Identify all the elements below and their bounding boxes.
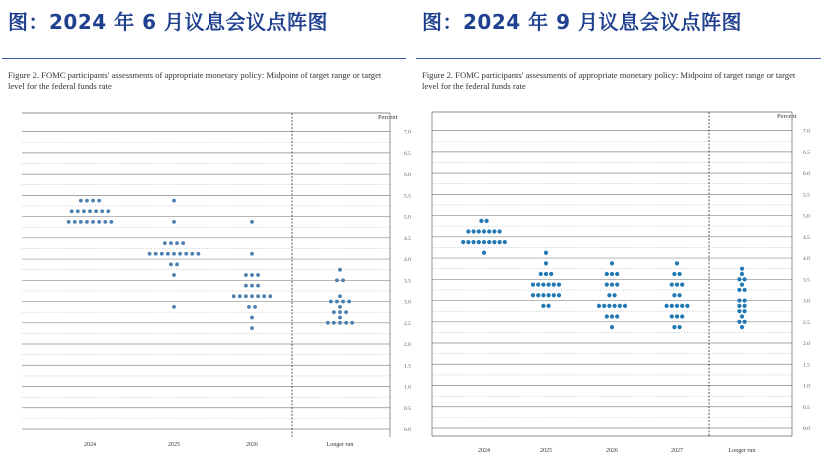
participant-dot [605,314,609,318]
participant-dot [477,240,481,244]
heading-divider [416,58,821,59]
y-tick-label: 5.5 [404,193,411,200]
y-tick-label: 0.5 [803,404,810,411]
participant-dot [743,309,747,313]
x-category-label: 2026 [246,442,258,448]
participant-dot [250,220,254,224]
participant-dot [472,240,476,244]
participant-dot [247,305,251,309]
participant-dot [73,220,77,224]
participant-dot [547,293,551,297]
participant-dot [547,304,551,308]
participant-dot [344,310,348,314]
x-category-label: 2025 [540,448,552,454]
participant-dot [610,283,614,287]
heading-divider [2,58,406,59]
y-tick-label: 5.0 [404,214,411,221]
y-tick-label: 3.5 [803,277,810,284]
participant-dot [552,293,556,297]
x-category-label: 2025 [168,442,180,448]
participant-dot [268,294,272,298]
participant-dot [740,314,744,318]
participant-dot [541,293,545,297]
participant-dot [338,294,342,298]
participant-dot [466,240,470,244]
y-tick-label: 7.0 [803,128,810,135]
participant-dot [256,284,260,288]
participant-dot [338,316,342,320]
participant-dot [487,229,491,233]
participant-dot [672,325,676,329]
participant-dot [338,268,342,272]
participant-dot [737,304,741,308]
figure-caption: Figure 2. FOMC participants' assessments of appropriate monetary policy: Midpoint of target range or target level for the federal funds rate [422,70,796,91]
participant-dot [670,304,674,308]
participant-dot [88,209,92,213]
participant-dot [615,314,619,318]
panel-heading: 图：2024 年 6 月议息会议点阵图 [8,10,328,34]
y-tick-label: 5.0 [803,213,810,220]
participant-dot [85,220,89,224]
participant-dot [737,309,741,313]
participant-dot [250,316,254,320]
participant-dot [672,293,676,297]
participant-dot [232,294,236,298]
participant-dot [610,325,614,329]
participant-dot [106,209,110,213]
participant-dot [597,304,601,308]
figure-caption: Figure 2. FOMC participants' assessments of appropriate monetary policy: Midpoint of target range or target level for the federal funds rate [8,70,382,91]
participant-dot [498,240,502,244]
participant-dot [250,294,254,298]
dot-plot-september-2024 [414,96,825,469]
participant-dot [172,305,176,309]
participant-dot [541,283,545,287]
participant-dot [531,293,535,297]
participant-dot [552,283,556,287]
y-tick-label: 1.5 [803,362,810,369]
participant-dot [623,304,627,308]
participant-dot [675,283,679,287]
participant-dot [341,300,345,304]
participant-dot [607,304,611,308]
x-category-label: Longer run [728,448,756,454]
y-tick-label: 0.0 [404,427,411,433]
y-tick-label: 4.0 [404,257,411,264]
participant-dot [477,229,481,233]
participant-dot [492,229,496,233]
participant-dot [338,305,342,309]
participant-dot [482,240,486,244]
participant-dot [472,229,476,233]
participant-dot [740,272,744,276]
participant-dot [557,293,561,297]
y-tick-label: 5.5 [803,192,810,199]
participant-dot [103,220,107,224]
y-tick-label: 4.5 [803,234,810,241]
participant-dot [250,326,254,330]
participant-dot [544,272,548,276]
participant-dot [544,251,548,255]
y-tick-label: 3.0 [803,298,810,305]
y-tick-label: 4.0 [803,256,810,263]
participant-dot [166,252,170,256]
participant-dot [244,284,248,288]
participant-dot [344,321,348,325]
participant-dot [169,241,173,245]
participant-dot [678,325,682,329]
participant-dot [503,240,507,244]
participant-dot [615,272,619,276]
participant-dot [740,267,744,271]
x-category-label: 2026 [606,448,618,454]
participant-dot [487,240,491,244]
participant-dot [250,273,254,277]
participant-dot [97,220,101,224]
participant-dot [238,294,242,298]
participant-dot [549,272,553,276]
participant-dot [70,209,74,213]
participant-dot [85,199,89,203]
y-tick-label: 4.5 [404,235,411,242]
participant-dot [67,220,71,224]
participant-dot [184,252,188,256]
participant-dot [91,199,95,203]
participant-dot [618,304,622,308]
participant-dot [329,300,333,304]
participant-dot [485,219,489,223]
participant-dot [461,240,465,244]
participant-dot [350,321,354,325]
participant-dot [544,261,548,265]
participant-dot [743,288,747,292]
participant-dot [678,272,682,276]
y-tick-label: 2.0 [803,341,810,348]
y-tick-label: 6.0 [404,172,411,179]
participant-dot [335,300,339,304]
participant-dot [743,277,747,281]
y-tick-label: 2.5 [404,320,411,327]
participant-dot [100,209,104,213]
participant-dot [610,272,614,276]
participant-dot [498,229,502,233]
participant-dot [109,220,113,224]
participant-dot [607,293,611,297]
participant-dot [675,304,679,308]
participant-dot [154,252,158,256]
participant-dot [610,314,614,318]
participant-dot [740,283,744,287]
participant-dot [178,252,182,256]
participant-dot [670,314,674,318]
participant-dot [613,293,617,297]
participant-dot [172,273,176,277]
participant-dot [541,304,545,308]
participant-dot [172,252,176,256]
participant-dot [163,241,167,245]
participant-dot [326,321,330,325]
y-tick-label: 6.5 [803,149,810,156]
participant-dot [190,252,194,256]
y-tick-label: 3.5 [404,278,411,285]
participant-dot [172,199,176,203]
participant-dot [482,229,486,233]
september-2024-panel [414,0,825,469]
y-tick-label: 1.0 [803,383,810,390]
x-category-label: Longer run [326,442,354,448]
participant-dot [347,300,351,304]
participant-dot [743,320,747,324]
participant-dot [79,199,83,203]
participant-dot [148,252,152,256]
y-tick-label: 0.0 [803,426,810,432]
y-tick-label: 2.0 [404,342,411,349]
participant-dot [536,293,540,297]
participant-dot [539,272,543,276]
participant-dot [79,220,83,224]
participant-dot [335,278,339,282]
participant-dot [743,304,747,308]
participant-dot [678,293,682,297]
x-category-label: 2024 [84,442,96,448]
participant-dot [160,252,164,256]
y-axis-label: Percent [777,113,797,120]
participant-dot [680,314,684,318]
participant-dot [341,278,345,282]
participant-dot [737,298,741,302]
y-tick-label: 7.0 [404,129,411,136]
participant-dot [338,321,342,325]
participant-dot [685,304,689,308]
participant-dot [82,209,86,213]
participant-dot [256,273,260,277]
participant-dot [338,310,342,314]
participant-dot [610,261,614,265]
y-tick-label: 3.0 [404,299,411,306]
participant-dot [605,283,609,287]
participant-dot [737,288,741,292]
participant-dot [492,240,496,244]
participant-dot [256,294,260,298]
participant-dot [675,314,679,318]
y-tick-label: 6.5 [404,150,411,157]
x-category-label: 2027 [671,448,683,454]
participant-dot [482,251,486,255]
participant-dot [613,304,617,308]
participant-dot [97,199,101,203]
participant-dot [615,283,619,287]
participant-dot [602,304,606,308]
participant-dot [680,304,684,308]
participant-dot [244,273,248,277]
participant-dot [466,229,470,233]
participant-dot [675,261,679,265]
participant-dot [737,320,741,324]
participant-dot [175,262,179,266]
participant-dot [172,220,176,224]
y-tick-label: 2.5 [803,319,810,326]
participant-dot [743,298,747,302]
participant-dot [197,252,201,256]
participant-dot [670,283,674,287]
participant-dot [94,209,98,213]
participant-dot [332,321,336,325]
dot-plot-june-2024 [0,96,410,469]
participant-dot [181,241,185,245]
y-tick-label: 1.0 [404,384,411,391]
participant-dot [665,304,669,308]
y-tick-label: 1.5 [404,363,411,370]
x-category-label: 2024 [478,448,490,454]
june-2024-panel [0,0,410,469]
participant-dot [547,283,551,287]
participant-dot [536,283,540,287]
y-tick-label: 0.5 [404,405,411,412]
panel-heading: 图：2024 年 9 月议息会议点阵图 [422,10,742,34]
participant-dot [244,294,248,298]
participant-dot [91,220,95,224]
participant-dot [250,284,254,288]
participant-dot [76,209,80,213]
participant-dot [680,283,684,287]
participant-dot [253,305,257,309]
participant-dot [531,283,535,287]
participant-dot [672,272,676,276]
participant-dot [605,272,609,276]
participant-dot [737,277,741,281]
participant-dot [250,252,254,256]
y-axis-label: Percent [378,114,398,121]
participant-dot [169,262,173,266]
participant-dot [332,310,336,314]
participant-dot [175,241,179,245]
participant-dot [557,283,561,287]
y-tick-label: 6.0 [803,171,810,178]
participant-dot [740,325,744,329]
participant-dot [262,294,266,298]
participant-dot [479,219,483,223]
